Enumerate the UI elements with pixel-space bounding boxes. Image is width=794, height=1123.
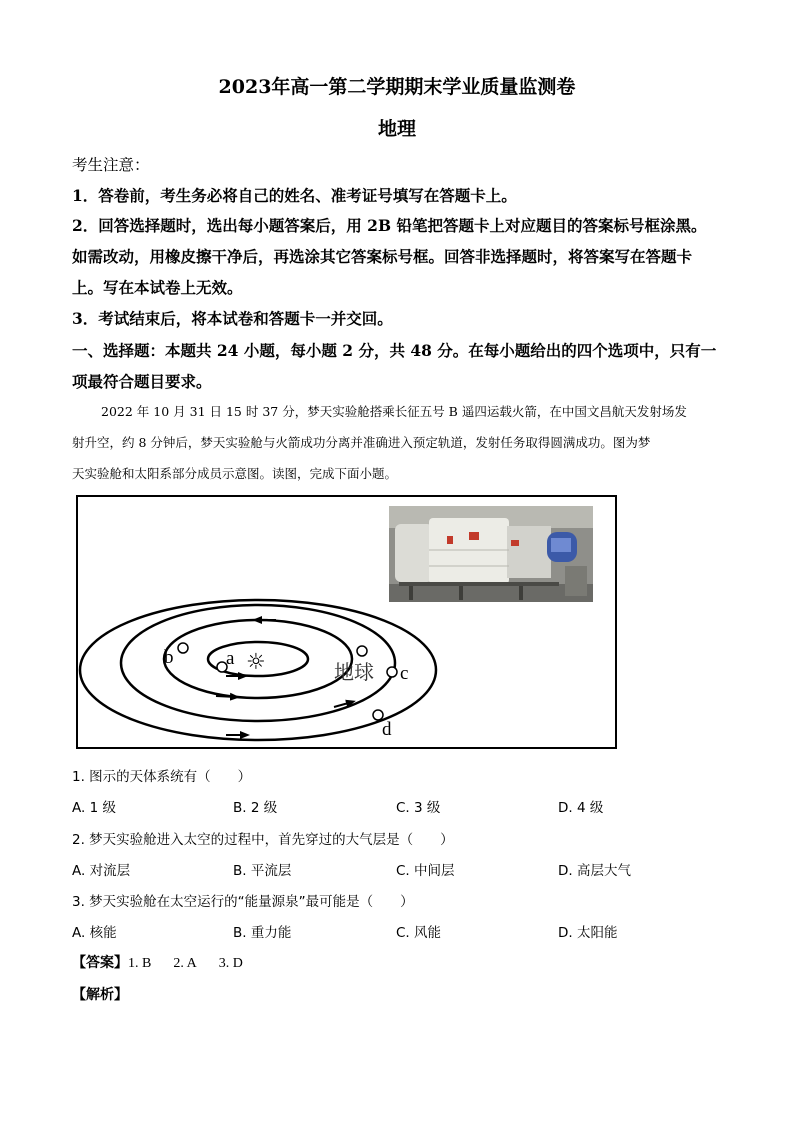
answer-2: 2. A: [173, 956, 197, 971]
page-title: 2023年高一第二学期期末学业质量监测卷: [218, 76, 576, 98]
answer-label: 【答案】: [72, 956, 128, 971]
answer-line: [72, 952, 243, 972]
notice-item-2-line-3: 上。写在本试卷上无效。: [72, 278, 243, 297]
context-line-1: 2022 年 10 月 31 日 15 时 37 分，梦天实验舱搭乘长征五号 B 遥四运载火箭，在中国文昌航天发射场发: [101, 404, 687, 419]
question-3-option-a: A. 核能: [72, 925, 117, 941]
notice-item-1: 1．答卷前，考生务必将自己的姓名、准考证号填写在答题卡上。: [72, 186, 517, 205]
point-c: [387, 667, 397, 677]
question-1-option-b: B. 2 级: [233, 800, 278, 816]
notice-item-3: 3．考试结束后，将本试卷和答题卡一并交回。: [72, 309, 393, 328]
label-b: b: [164, 647, 174, 668]
section-heading-line-2: 项最符合题目要求。: [72, 372, 212, 391]
sun-icon: ☼: [246, 650, 266, 675]
question-1-option-d: D. 4 级: [558, 800, 604, 816]
question-3-option-d: D. 太阳能: [558, 925, 618, 941]
question-2-option-d: D. 高层大气: [558, 863, 631, 879]
direction-arrow-b-bottom: [216, 696, 236, 697]
context-line-2: 射升空，约 8 分钟后，梦天实验舱与火箭成功分离并准确进入预定轨道，发射任务取得圆满成功。图为梦: [72, 435, 651, 450]
question-2-option-a: A. 对流层: [72, 863, 131, 879]
question-1-stem: 1. 图示的天体系统有（ ）: [72, 769, 252, 785]
orbit-diagram: [76, 495, 617, 749]
notice-item-2-line-1: 2．回答选择题时，选出每小题答案后，用 2B 铅笔把答题卡上对应题目的答案标号框涂黑。: [72, 216, 707, 235]
question-2-option-c: C. 中间层: [396, 863, 455, 879]
question-1-option-a: A. 1 级: [72, 800, 116, 816]
question-2-option-b: B. 平流层: [233, 863, 292, 879]
point-b: [178, 643, 188, 653]
question-3-stem: 3. 梦天实验舱在太空运行的“能量源泉”最可能是（ ）: [72, 894, 414, 910]
label-d: d: [382, 719, 392, 740]
label-c: c: [400, 663, 409, 684]
question-1-option-c: C. 3 级: [396, 800, 441, 816]
notice-heading: 考生注意：: [72, 156, 150, 174]
subject-title: 地理: [377, 118, 416, 140]
analysis-label: 【解析】: [72, 987, 128, 1003]
answer-1: 1. B: [128, 956, 152, 971]
notice-item-2-line-2: 如需改动，用橡皮擦干净后，再选涂其它答案标号框。回答非选择题时，将答案写在答题卡: [72, 247, 693, 266]
label-a: a: [226, 648, 235, 669]
answer-3: 3. D: [218, 956, 243, 971]
question-3-option-c: C. 风能: [396, 925, 442, 941]
context-line-3: 天实验舱和太阳系部分成员示意图。读图，完成下面小题。: [72, 466, 398, 481]
point-near-earth: [357, 646, 367, 656]
label-earth: 地球: [334, 660, 374, 684]
section-heading-line-1: 一、选择题：本题共 24 小题，每小题 2 分，共 48 分。在每小题给出的四个选项中，只有一: [72, 341, 717, 360]
question-3-option-b: B. 重力能: [233, 925, 292, 941]
question-2-stem: 2. 梦天实验舱进入太空的过程中，首先穿过的大气层是（ ）: [72, 832, 454, 848]
